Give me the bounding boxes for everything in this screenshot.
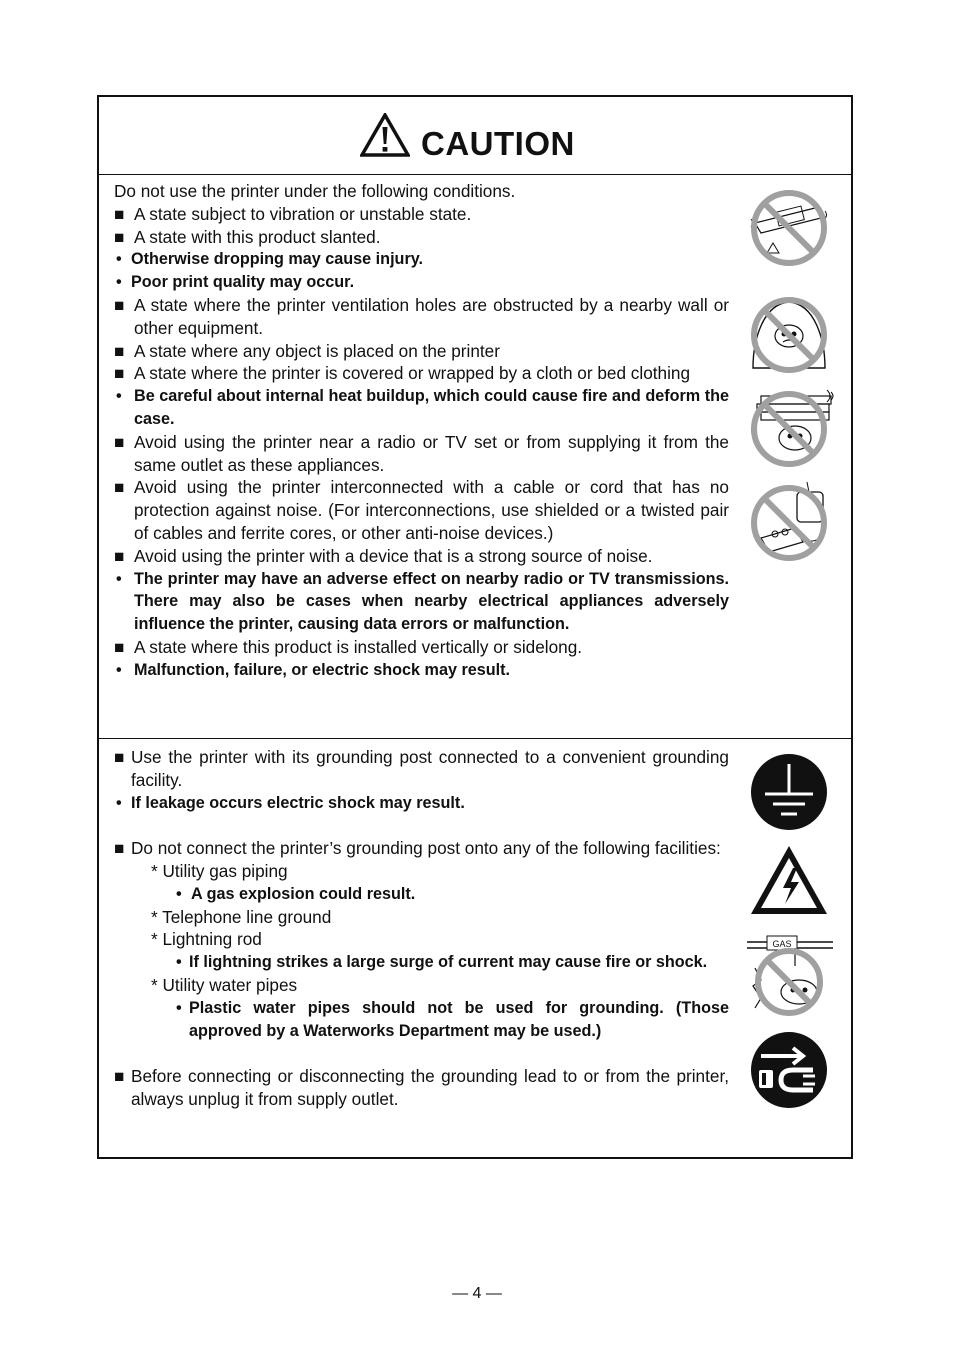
dot-bullet-icon: •	[116, 569, 122, 588]
square-bullet-icon: ■	[114, 294, 125, 315]
ground-symbol-icon	[749, 752, 829, 832]
square-bullet-icon: ■	[114, 545, 125, 566]
dot-bullet-icon: •	[116, 273, 122, 292]
list-item: ■ A state where any object is placed on the printer	[114, 340, 500, 361]
warning-note: • Be careful about internal heat buildup, which could cause fire and deform the case.	[116, 387, 729, 428]
warning-note: • A gas explosion could result.	[114, 883, 729, 906]
caution-header	[99, 97, 851, 175]
caution-title: CAUTION	[421, 125, 575, 162]
warning-note: • Otherwise dropping may cause injury.	[114, 248, 729, 271]
no-objects-on-printer-icon	[747, 386, 837, 470]
no-gas-pipe-grounding-icon	[745, 934, 835, 1018]
square-bullet-icon: ■	[114, 226, 125, 247]
warning-triangle-icon	[360, 113, 410, 157]
dot-bullet-icon: •	[116, 660, 122, 679]
dot-bullet-icon: •	[116, 793, 122, 812]
no-radio-tv-nearby-icon	[747, 480, 837, 564]
section-intro: Do not use the printer under the following conditions.	[114, 181, 516, 201]
dot-bullet-icon: •	[176, 884, 182, 903]
list-item: ■ A state with this product slanted.	[114, 226, 381, 247]
dot-bullet-icon: •	[176, 998, 182, 1017]
warning-note: • If lightning strikes a large surge of current may cause fire or shock.	[114, 951, 729, 974]
list-item: ■ Avoid using the printer with a device that is a strong source of noise.	[114, 545, 653, 566]
usage-conditions-section	[99, 174, 851, 739]
list-item: ■ Avoid using the printer interconnected with a cable or cord that has no protection against noise. (For interconnections, use shielded or a twisted pair of cables and ferrite cores, or other anti-noise devices.)	[114, 477, 729, 543]
warning-note: • If leakage occurs electric shock may result.	[114, 792, 729, 815]
square-bullet-icon: ■	[114, 636, 125, 657]
list-item: ■ Avoid using the printer near a radio or TV set or from supplying it from the same outlet as these appliances.	[114, 431, 729, 475]
usage-conditions-text	[114, 180, 729, 682]
dot-bullet-icon: •	[176, 953, 182, 972]
grounding-text	[114, 746, 729, 1111]
list-item: ■ A state subject to vibration or unstable state.	[114, 203, 472, 224]
square-bullet-icon: ■	[114, 1066, 125, 1087]
caution-box	[97, 95, 853, 1159]
square-bullet-icon: ■	[114, 838, 125, 859]
electric-shock-warning-icon	[749, 844, 829, 916]
sub-item: * Utility water pipes	[151, 974, 298, 995]
list-item: ■ A state where the printer ventilation holes are obstructed by a nearby wall or other equipment.	[114, 294, 729, 338]
list-item: ■ A state where the printer is covered or wrapped by a cloth or bed clothing	[114, 363, 691, 384]
no-slanted-surface-icon	[747, 187, 831, 269]
list-item: ■ Do not connect the printer’s grounding post onto any of the following facilities:	[114, 838, 721, 859]
square-bullet-icon: ■	[114, 363, 125, 384]
list-item: ■ Use the printer with its grounding post connected to a convenient grounding facility.	[114, 747, 729, 790]
gas-label: GAS	[772, 939, 792, 949]
sub-item: * Telephone line ground	[151, 906, 332, 927]
warning-note: • The printer may have an adverse effect on nearby radio or TV transmissions. There may also be cases when nearby electrical appliances adversely influence the printer, causing data errors or malfunction.	[116, 569, 729, 634]
warning-note: • Malfunction, failure, or electric shock may result.	[114, 659, 729, 682]
sub-item: * Utility gas piping	[151, 860, 288, 881]
unplug-icon	[749, 1030, 829, 1110]
square-bullet-icon: ■	[114, 747, 125, 767]
dot-bullet-icon: •	[116, 387, 122, 406]
sub-item: * Lightning rod	[151, 929, 262, 950]
warning-note: • Plastic water pipes should not be used for grounding. (Those approved by a Waterworks Department may be used.)	[176, 998, 729, 1040]
dot-bullet-icon: •	[116, 250, 122, 269]
square-bullet-icon: ■	[114, 477, 125, 498]
square-bullet-icon: ■	[114, 340, 125, 361]
no-covering-cloth-icon	[747, 294, 831, 376]
square-bullet-icon: ■	[114, 431, 125, 452]
page-number: — 4 —	[452, 1285, 502, 1302]
list-item: ■ A state where this product is installed vertically or sidelong.	[114, 636, 583, 657]
grounding-section	[99, 738, 851, 1159]
square-bullet-icon: ■	[114, 203, 125, 224]
list-item: ■ Before connecting or disconnecting the grounding lead to or from the printer, always unplug it from supply outlet.	[114, 1066, 729, 1109]
warning-note: • Poor print quality may occur.	[114, 271, 729, 294]
